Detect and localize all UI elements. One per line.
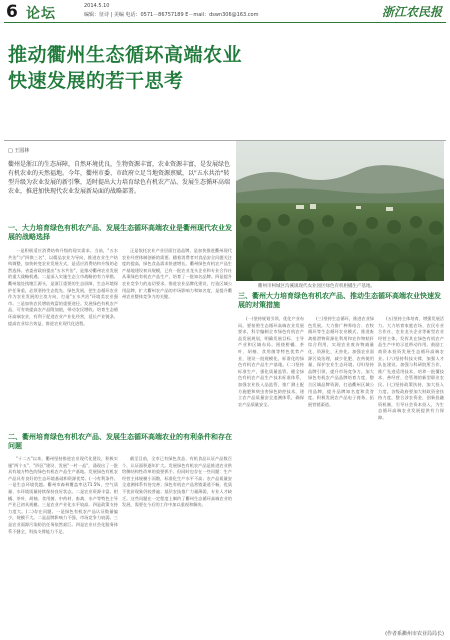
newspaper-logo: 浙江农民报 — [381, 5, 442, 19]
section-title: 论坛 — [26, 6, 56, 22]
section3-col1-text: (一)坚持规划引领，优化产业布局。要按照生态循环高端农业发展要求，科学编制全市绿色有机农产品发展规划，明确发展目标、主导产业和区域布局。围绕柑橘、茶叶、胡柚、食用菌等特色优势产业，建设一批规模化、标准化的绿色有机农产品生产基地。(二)坚持标准生产，强化质量监管。健全绿色有机农产品生产技术标准体系，加强农业投入品监管，推广测土配方施肥和病虫害绿色防控技术，建立农产品质量安全追溯体系，确保农产品质量安全。 — [238, 316, 304, 407]
section2-column-left — [8, 456, 118, 636]
orchard-photo-image — [236, 141, 444, 281]
section1-heading: 一、大力培育绿色有机农产品、发展生态循环高端农业是衢州现代农业发展的战略选择 — [8, 224, 232, 241]
section2-left-text: "十二五"以来，衢州坚持推进农业现代化建设，积极实施"两个五"、"四区"建设、发展"一村一品"，涌现出了一批具有地方特色的绿色有机农产品生产基地。发展绿色有机农产品具有良好的生态环境基础和资源优势。(一)有利条件。一是生态环境优越。衢州市森林覆盖率达71.5%，空气质量、水环境质量持续保持良好状态。二是农业资源丰富。柑橘、茶叶、胡柚、食用菌、中药材、畜禽、水产等特色主导产业已初具规模。三是农业产业化水平较高。四是政策支持力度大。(二)存在问题。一是绿色有机农产品认证数量偏少，规模不大。二是品牌影响力不强，市场竞争力较弱。三是农业面源污染防治任务依然艰巨。四是农业社会化服务体系不健全，科技支撑能力不足。 — [8, 456, 118, 534]
section2-column-right — [122, 456, 232, 636]
editor-contact: 编辑：征诗 | 美编 电话：0571－86757189 E－mail：dswn306@163.com — [84, 12, 259, 18]
section2-heading: 二、衢州培育绿色有机农产品、发展生态循环高端农业的有利条件和存在问题 — [8, 433, 232, 450]
page-number: 6 — [6, 2, 18, 22]
section3-column-3 — [378, 316, 444, 626]
section3-col3-text: (五)坚持主体培育，增强发展活力。大力培育家庭农场、农民专业合作社、农业龙头企业等新型农业经营主体，发挥其在绿色有机农产品生产中的示范带动作用。鼓励工商资本投资发展生态循环高端农业。(六)坚持科技支撑，加强人才队伍建设。加强与科研院所合作，推广先进适用技术，培养一批懂技术、善经营、会管理的新型职业农民。(七)坚持政策扶持，加大投入力度。各级政府要加大财政资金扶持力度，整合涉农资金，创新投融资机制，引导社会资本投入，为生态循环高端农业发展提供有力保障。 — [378, 316, 444, 420]
section3-heading: 三、衢州大力培育绿色有机农产品、推动生态循环高端农业快速发展的对策措施 — [238, 292, 441, 309]
byline: □ 王国林 — [8, 148, 30, 154]
page-header — [0, 0, 450, 22]
section1-right-text: 正是依托农业产业层面打造品牌，是加快推进衢州现代农业经营体制创新的需要。随着消费者对食品安全问题关注度的提高，绿色食品需求快速增长。衢州绿色有机农产品生产基地建设初具规模，已有一批农业龙头企业和专业合作社从事绿色有机农产品生产，培育了一批知名品牌。四是提升农业竞争力的迫切要求。推进农业品牌化建设，打造区域公用品牌，扩大衢州农产品的市场影响力和知名度，是提升衢州农业整体竞争力的关键。 — [122, 248, 232, 300]
section1-column-left — [8, 248, 118, 428]
section3-col2-text: (三)坚持生态循环，推进农业绿色发展。大力推广种养结合、农牧循环等生态循环农业模式，推进畜禽排泄物资源化利用和农作物秸秆综合利用，实现农业废弃物减量化、资源化、无害化。加强农业面源污染治理，减少化肥、农药使用量，保护农业生态环境。(四)坚持品牌引领，提升市场竞争力。加大绿色有机农产品品牌培育力度，整合区域品牌资源，打造衢州区域公用品牌，提升品牌知名度和美誉度。积极发展农产品电子商务，拓展营销渠道。 — [308, 316, 374, 407]
author-note: (作者系衢州市农业局局长) — [385, 631, 444, 637]
section1-left-text: 一是积极适应消费结构升级的现实需求。当前，"五水共治"与"四换三名"，以精品农业为导向，推进农业生产结构调整，加快转变农业发展方式，是适应消费结构升级的必然选择。省委省政府提出"五水共治"，是推动衢州农业发展的重大战略机遇。二是深入实施生态立市战略的有力举措。衢州地处钱塘江源头，是浙江重要的生态屏障，生态环境保护任务重，必须坚持生态优先、绿色发展，把生态循环农业作为农业发展的主攻方向，打造"五水共治"环境美农业强市。三是加快农民增收致富的重要途径。发展绿色有机农产品，可有效提高农产品附加值，带动农民增收。培育生态循环高端农业，有利于促进农业产业化经营，延长产业链条，提高农业综合效益，推进农业现代化进程。 — [8, 248, 118, 326]
orchard-photo — [236, 141, 444, 281]
issue-date: 2014.5.10 — [84, 3, 110, 9]
intro-paragraph: 衢州是浙江的生态屏障，自然环境优良，生物资源丰富，农业资源丰富，是发展绿色有机农业的天然福地。今年，衢州市委、市政府立足当地资源禀赋，以"五水共治"转型升级为农业发展的新引擎，适时提出大力培育绿色有机农产品、发展生态循环高端农业，推进加快现代农业发展新局面的战略部署。 — [8, 161, 231, 195]
section1-column-right — [122, 248, 232, 428]
article-title-line1: 推动衢州生态循环高端农业 — [8, 44, 243, 66]
section3-column-2 — [308, 316, 374, 626]
article-title-line2: 快速发展的若干思考 — [8, 70, 184, 92]
section3-column-1 — [238, 316, 304, 626]
header-rule — [4, 22, 446, 23]
section2-right-text: 截至目前，全市已有绿色食品、有机食品认证产品数百个，认证面积逐年扩大。发展绿色有机农产品是推进农业供给侧结构性改革的重要抓手。但同时也存在一些问题：生产经营主体规模小而散，标准化生产水平不高；农产品质量安全追溯体系有待完善；绿色有机农产品营销渠道不畅，优质不优价现象仍较普遍；基层农技推广力量薄弱，专业人才缺乏。这些问题在一定程度上制约了衢州生态循环高端农业的发展，需要在今后的工作中加以重视和解决。 — [122, 456, 232, 508]
photo-caption: 衢州市柯城区沟溪镇现代农业园区绿色有机柑橘生产基地。 — [258, 284, 375, 289]
